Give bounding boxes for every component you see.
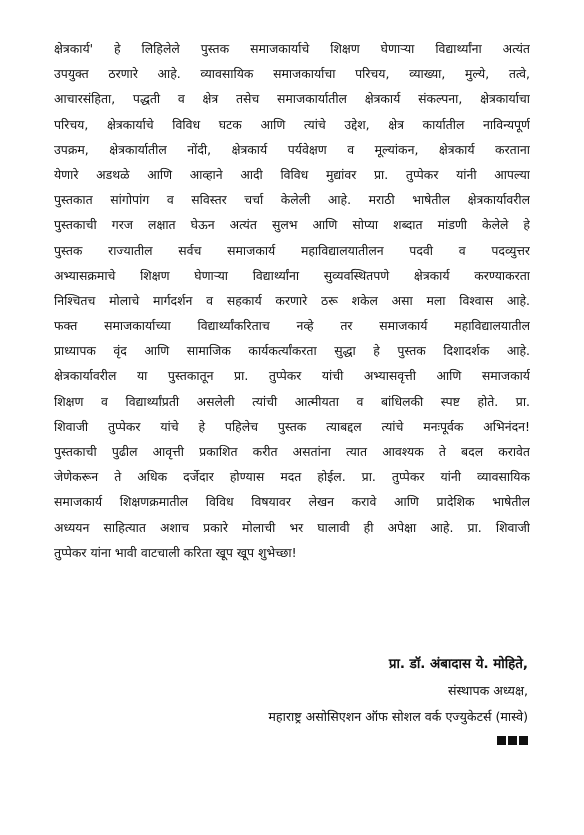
text-line: फक्त समाजकार्याच्या विद्यार्थ्यांकरिताच नव्हे तर समाजकार्य महाविद्यालयातील	[54, 318, 530, 334]
text-line: निश्चितच मोलाचे मार्गदर्शन व सहकार्य करणारे ठरू शकेल असा मला विश्वास आहे.	[54, 292, 530, 308]
text-line: शिवाजी तुप्पेकर यांचे हे पहिलेच पुस्तक त्याबद्दल त्यांचे मनःपूर्वक अभिनंदन!	[54, 418, 530, 434]
text-line: पुस्तकाची पुढील आवृत्ती प्रकाशित करीत असतांना त्यात आवश्यक ते बदल करावेत	[54, 444, 530, 459]
text-line: क्षेत्रकार्यावरील या पुस्तकातून प्रा. तुप्पेकर यांची अभ्यासवृत्ती आणि समाजकार्य	[54, 368, 530, 384]
text-line: समाजकार्य शिक्षणक्रमातील विविध विषयावर लेखन करावे आणि प्रादेशिक भाषेतील	[54, 494, 530, 510]
text-line: क्षेत्रकार्य' हे लिहिलेले पुस्तक समाजकार्याचे शिक्षण घेणाऱ्या विद्यार्थ्यांना अत्यंत	[54, 41, 530, 56]
end-square-icon	[497, 736, 506, 745]
text-line: उपक्रम, क्षेत्रकार्यातील नोंदी, क्षेत्रकार्य पर्यवेक्षण व मूल्यांकन, क्षेत्रकार्य करताना	[54, 141, 530, 157]
text-line: अध्ययन साहित्यात अशाच प्रकारे मोलाची भर घालावी ही अपेक्षा आहे. प्रा. शिवाजी	[54, 519, 530, 535]
signatory-organization: महाराष्ट्र असोसिएशन ऑफ सोशल वर्क एज्युकेटर्स (मास्वे)	[268, 709, 528, 724]
end-square-icon	[508, 736, 517, 745]
text-line: प्राध्यापक वृंद आणि सामाजिक कार्यकर्त्यांकरता सुद्धा हे पुस्तक दिशादर्शक आहे.	[54, 343, 530, 359]
text-line: आचारसंहिता, पद्धती व क्षेत्र तसेच समाजकार्यातील क्षेत्रकार्य संकल्पना, क्षेत्रकार्याचा	[54, 91, 530, 107]
text-line: येणारे अडथळे आणि आव्हाने आदी विविध मुद्यांवर प्रा. तुप्पेकर यांनी आपल्या	[54, 166, 530, 182]
signatory-designation: संस्थापक अध्यक्ष,	[448, 683, 528, 698]
text-line: तुप्पेकर यांना भावी वाटचाली करिता खूप खूप शुभेच्छा!	[54, 544, 297, 560]
text-line: जेणेकरून ते अधिक दर्जेदार होण्यास मदत होईल. प्रा. तुप्पेकर यांनी व्यावसायिक	[54, 469, 530, 485]
text-line: पुस्तकात सांगोपांग व सविस्तर चर्चा केलेली आहे. मराठी भाषेतील क्षेत्रकार्यावरील	[54, 192, 530, 208]
text-line: शिक्षण व विद्यार्थ्यांप्रती असलेली त्यांची आत्मीयता व बांधिलकी स्पष्ट होते. प्रा.	[54, 393, 530, 409]
text-line: पुस्तकाची गरज लक्षात घेऊन अत्यंत सुलभ आणि सोप्या शब्दात मांडणी केलेले हे	[54, 217, 530, 233]
end-square-icon	[519, 736, 528, 745]
text-line: पुस्तक राज्यातील सर्वच समाजकार्य महाविद्यालयातीलन पदवी व पदव्युत्तर	[54, 242, 530, 258]
text-line: अभ्यासक्रमाचे शिक्षण घेणाऱ्या विद्यार्थ्यांना सुव्यवस्थितपणे क्षेत्रकार्य करण्याकरता	[54, 267, 530, 283]
signature-block	[88, 652, 528, 730]
end-of-text-mark	[497, 736, 528, 745]
body-paragraph	[54, 36, 530, 565]
text-line: परिचय, क्षेत्रकार्याचे विविध घटक आणि त्यांचे उद्देश, क्षेत्र कार्यातील नाविन्यपूर्ण	[54, 116, 530, 132]
signatory-name: प्रा. डॉ. अंबादास ये. मोहिते,	[388, 657, 528, 672]
text-line: उपयुक्त ठरणारे आहे. व्यावसायिक समाजकार्याचा परिचय, व्याख्या, मुल्ये, तत्वे,	[54, 66, 530, 82]
